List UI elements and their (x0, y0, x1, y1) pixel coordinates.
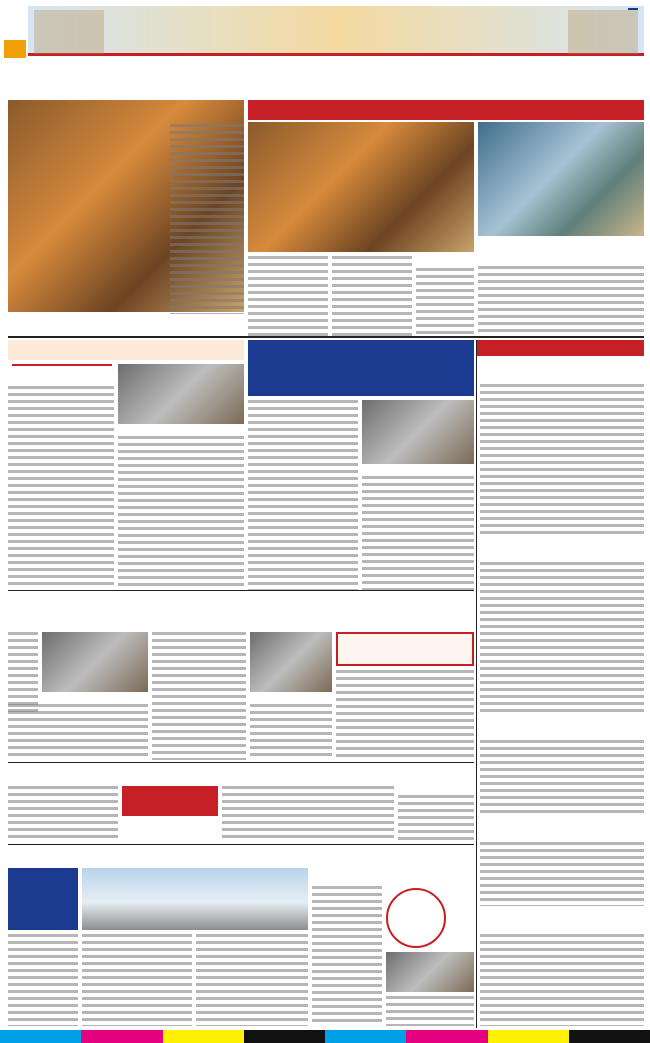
masthead-band (28, 6, 644, 56)
dexa-text-2 (386, 996, 474, 1026)
drug-headline (248, 340, 474, 396)
drug-text (248, 400, 358, 590)
land-text (8, 934, 78, 1026)
mobile-photo (250, 632, 332, 692)
chhath-river-photo (248, 122, 474, 252)
dexa-text (312, 886, 382, 1026)
brief-headline-4 (480, 818, 644, 840)
lead-text-col (170, 124, 244, 314)
column-rule (476, 340, 477, 1028)
brief-text-3 (480, 740, 644, 814)
temple-illustration-right (568, 10, 638, 54)
vehicle-text-2 (8, 704, 148, 760)
brief-text-1 (480, 384, 644, 534)
temple-theft-headline (8, 340, 244, 360)
remand-headline (8, 765, 394, 783)
saas-headline (336, 593, 474, 629)
brief-headline-1 (480, 358, 642, 382)
car-theft-headline (398, 765, 474, 793)
remand-text-2 (222, 786, 394, 842)
saas-text (336, 670, 474, 760)
car-theft-text (398, 795, 474, 842)
lead-text-col-3 (332, 256, 412, 336)
mobile-text (152, 632, 246, 760)
brief-text-5 (480, 934, 644, 1026)
brief-headline-2 (480, 538, 644, 560)
vehicle-photo (42, 632, 148, 692)
registration-color-bar (0, 1030, 650, 1043)
divider (8, 590, 474, 591)
temple-theft-text-2 (118, 436, 244, 586)
lead-text-col-4 (416, 268, 474, 336)
mobile-text-2 (250, 704, 332, 760)
police-officials-photo (478, 122, 644, 236)
land-text-2 (82, 934, 192, 1026)
date-line (628, 8, 638, 10)
dexa-headline (312, 847, 474, 883)
masthead (0, 0, 650, 60)
remand-box (122, 786, 218, 816)
vehicle-headline (8, 593, 148, 629)
lead-headline (8, 64, 644, 98)
land-headline (8, 847, 308, 865)
mobile-headline (152, 593, 332, 629)
dexa-photo (386, 952, 474, 992)
brief-text-4 (480, 842, 644, 906)
temple-theft-photo (118, 364, 244, 424)
remand-text (8, 786, 118, 842)
saas-pull-quote (336, 632, 474, 666)
temple-illustration-left (34, 10, 104, 54)
divider (8, 336, 644, 338)
drug-text-2 (362, 476, 474, 590)
lead-subheadline (248, 100, 644, 120)
briefs-kicker (477, 340, 644, 356)
brief-text-2 (480, 562, 644, 712)
land-text-3 (196, 934, 308, 1026)
brief-headline-5 (480, 910, 644, 932)
temple-theft-text (8, 386, 114, 586)
airport-photo (82, 868, 308, 930)
sidebar-text (478, 266, 644, 336)
sidebar-headline (478, 250, 644, 264)
brief-headline-3 (480, 716, 644, 738)
divider (8, 762, 474, 763)
page-number (4, 40, 26, 58)
divider (8, 844, 474, 845)
lead-text-col-2 (248, 256, 328, 336)
temple-theft-tag (12, 364, 112, 366)
dexa-circle (386, 888, 446, 948)
vehicle-text (8, 632, 38, 712)
land-box (8, 868, 78, 930)
drug-photo (362, 400, 474, 464)
